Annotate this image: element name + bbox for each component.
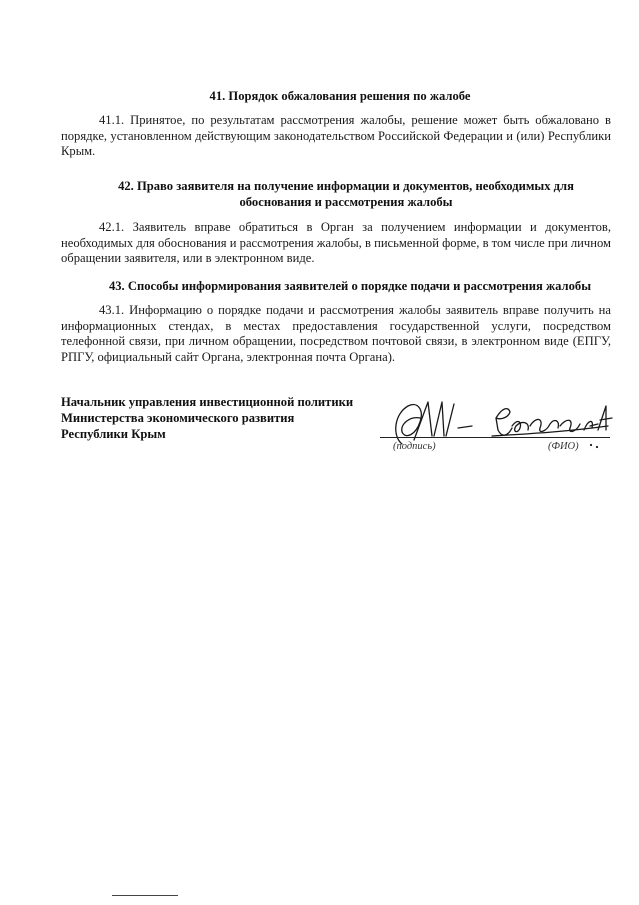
signer-position-line-3: Республики Крым	[61, 427, 166, 441]
section-41-paragraph: 41.1. Принятое, по результатам рассмотрения жалобы, решение может быть обжаловано в порядке, установленном действующим законодательством Российской Федерации и (или) Республики Крым.	[61, 113, 611, 159]
section-43-paragraph: 43.1. Информацию о порядке подачи и рассмотрения жалобы заявитель вправе получить на информационных стендах, в местах предоставления государственной услуги, посредством телефонной связи, при личном обращении, посредством почтовой связи, в электронном виде (ЕПГУ, РПГУ, официальный сайт Органа, электронная почта Органа).	[61, 303, 611, 364]
section-43-heading: 43. Способы информирования заявителей о порядке подачи и рассмотрения жалобы	[108, 279, 592, 293]
name-caption: (ФИО)	[548, 441, 579, 452]
signer-position	[61, 394, 381, 442]
signer-position-line-1: Начальник управления инвестиционной политики	[61, 395, 354, 409]
signature-caption: (подпись)	[393, 441, 436, 452]
signature-line	[380, 437, 610, 438]
signer-position-line-2: Министерства экономического развития	[61, 411, 295, 425]
section-42-paragraph: 42.1. Заявитель вправе обратиться в Орган за получением информации и документов, необходимых для обоснования и рассмотрения жалобы, в письменной форме, в том числе при личном обращении заявителя, или в электронном виде.	[61, 220, 611, 266]
footer-mark	[112, 895, 178, 896]
section-41-heading: 41. Порядок обжалования решения по жалобе	[209, 89, 471, 103]
section-42-heading: 42. Право заявителя на получение информации и документов, необходимых для обоснования и рассмотрения жалобы	[118, 179, 574, 209]
